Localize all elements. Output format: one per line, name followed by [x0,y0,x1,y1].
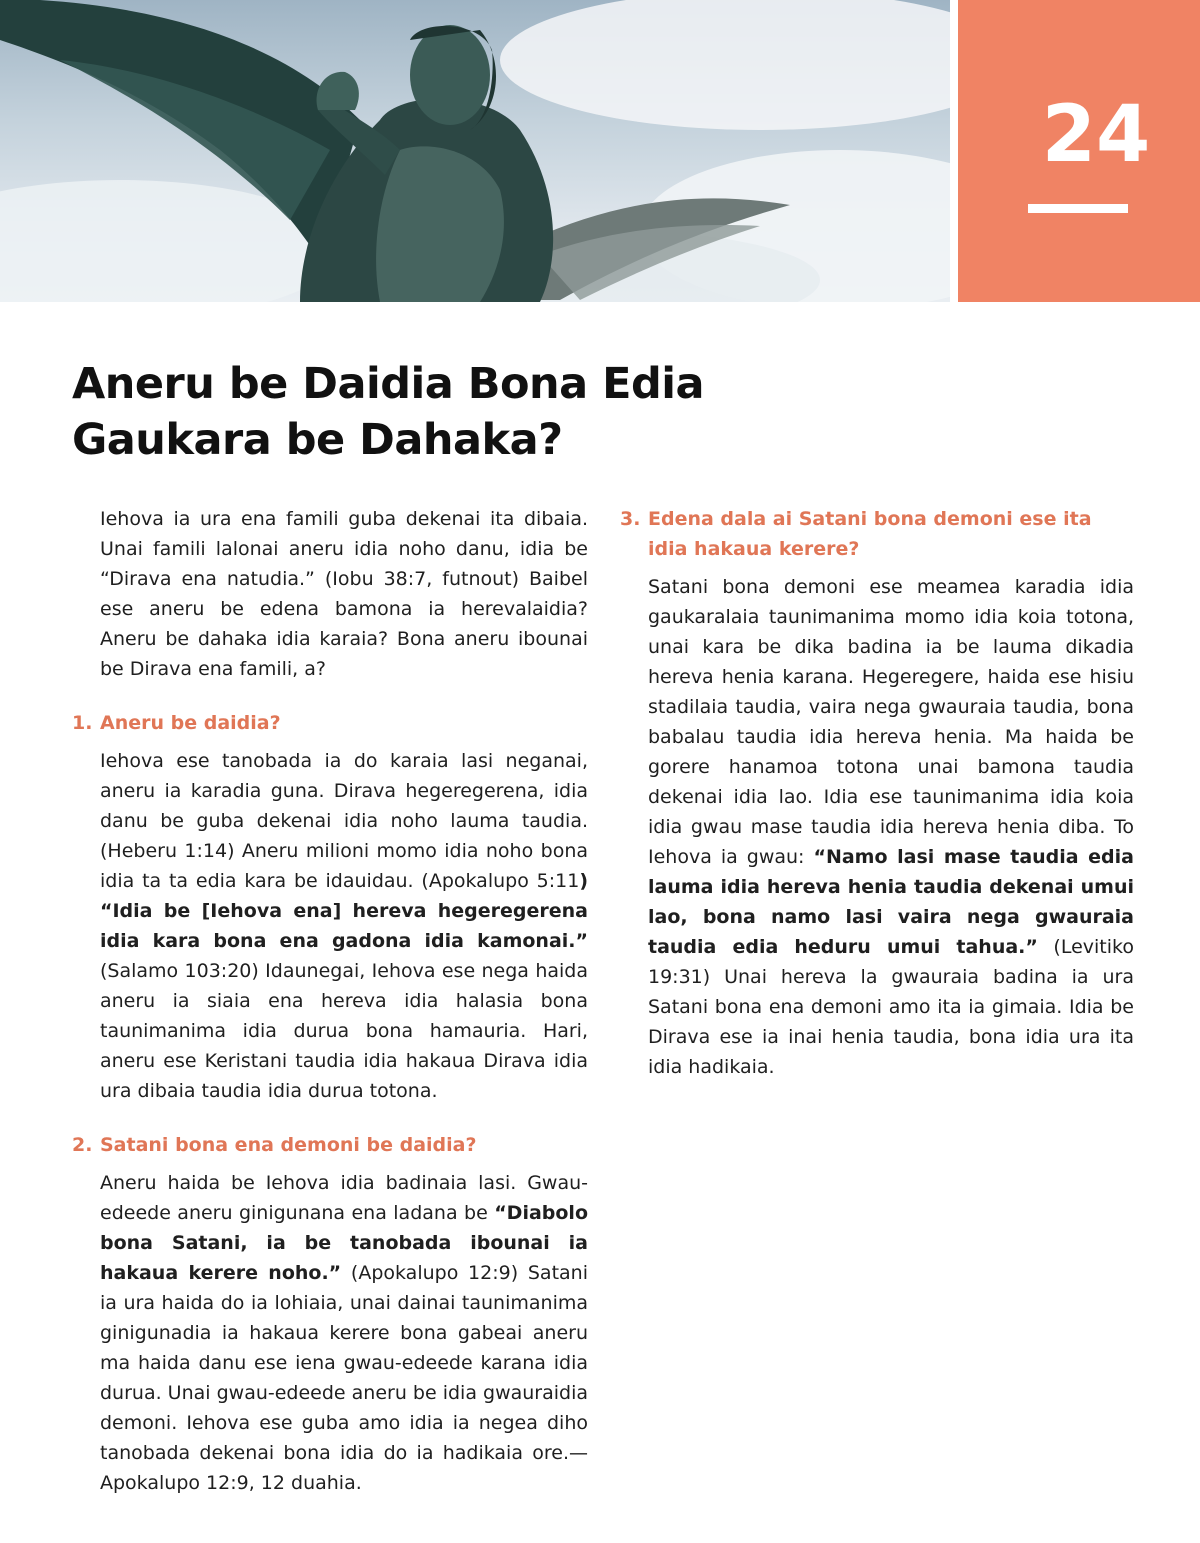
text-run: (Levitiko 19:31) Unai hereva la gwauraia badina ia ura Satani bona ena demoni amo ita ia gimaia. Idia be Dirava ese ia inai henia taudia, bona idia ura ita idia hadikaia. [648,936,1134,1078]
chapter-number: 24 [1041,90,1151,180]
intro-paragraph: Iehova ia ura ena famili guba dekenai ita dibaia. Unai famili lalonai aneru idia noho danu, idia be “Dirava ena natudia.” (Iobu 38:7, futnout) Baibel ese aneru be edena bamona ia herevalaidia? Aneru be dahaka idia karaia? Bona aneru ibounai be Dirava ena famili, a? [100,508,588,680]
title-line-2: Gaukara be Dahaka? [72,415,563,465]
section-paragraph-1 [100,746,588,1106]
question-text: Edena dala ai Satani bona demoni ese ita idia hakaua kerere? [648,508,1092,560]
section-question-3 [620,504,1134,564]
chapter-underline [1028,204,1128,213]
question-text: Satani bona ena demoni be daidia? [100,1134,477,1156]
section-paragraph-3 [648,572,1134,1082]
left-column [72,504,588,1522]
question-text: Aneru be daidia? [100,712,281,734]
bold-text-run: ) “Idia be [Iehova ena] hereva hegeregerena idia kara bona ena gadona idia kamonai.” [100,870,588,952]
text-run: Satani bona demoni ese meamea karadia idia gaukaralaia taunimanima momo idia koia totona, unai kara be dika badina ia be lauma dikadia hereva henia karana. Hegeregere, haida ese hisiu stadilaia taudia, vaira nega gwauraia taudia, bona babalau taudia idia hereva henia. Ma haida be gorere hanamoa totona unai bamona taudia dekenai idia lao. Idia ese taunimanima idia koia idia gwau mase taudia idia hereva henia diba. To Iehova ia gwau: [648,576,1134,868]
title-line-1: Aneru be Daidia Bona Edia [72,359,705,409]
question-number: 3. [620,508,641,530]
angel-statue-icon [0,0,950,302]
text-run: Iehova ese tanobada ia do karaia lasi neganai, aneru ia karadia guna. Dirava hegeregerena, idia danu be guba dekenai idia noho lauma taudia. (Heberu 1:14) Aneru milioni momo idia noho bona idia ta ta edia kara be idauidau. (Apokalupo 5:11 [100,750,588,892]
question-number: 1. [72,712,93,734]
section-question-1 [72,708,588,738]
section-question-2 [72,1130,588,1160]
text-run: (Apokalupo 12:9) Satani ia ura haida do ia lohiaia, unai dainai taunimanima ginigunadia ia hakaua kerere bona gabeai aneru ma haida danu ese iena gwau-edeede karana idia durua. Unai gwau-edeede aneru be idia gwauraidia demoni. Iehova ese guba amo idia ia negea diho tanobada dekenai bona idia do ia hadikaia ore.—Apokalupo 12:9, 12 duahia. [100,1262,589,1494]
bold-text-run: “Namo lasi mase taudia edia lauma idia hereva henia taudia dekenai umui lao, bona namo lasi vaira nega gwauraia taudia edia heduru umui tahua.” [648,846,1134,958]
section-paragraph-2 [100,1168,588,1498]
bold-text-run: “Diabolo bona Satani, ia be tanobada ibounai ia hakaua kerere noho.” [100,1202,588,1284]
text-run: Aneru haida be Iehova idia badinaia lasi. Gwau-edeede aneru ginigunana ena ladana be [100,1172,588,1224]
page-title [72,356,932,468]
hero-image [0,0,950,302]
question-number: 2. [72,1134,93,1156]
text-run: (Salamo 103:20) Idaunegai, Iehova ese nega haida aneru ia siaia ena hereva idia halasia bona taunimanima idia durua bona hamauria. Hari, aneru ese Keristani taudia idia hakaua Dirava idia ura dibaia taudia idia durua totona. [100,960,588,1102]
chapter-badge [958,0,1200,302]
right-column [620,504,1134,1106]
